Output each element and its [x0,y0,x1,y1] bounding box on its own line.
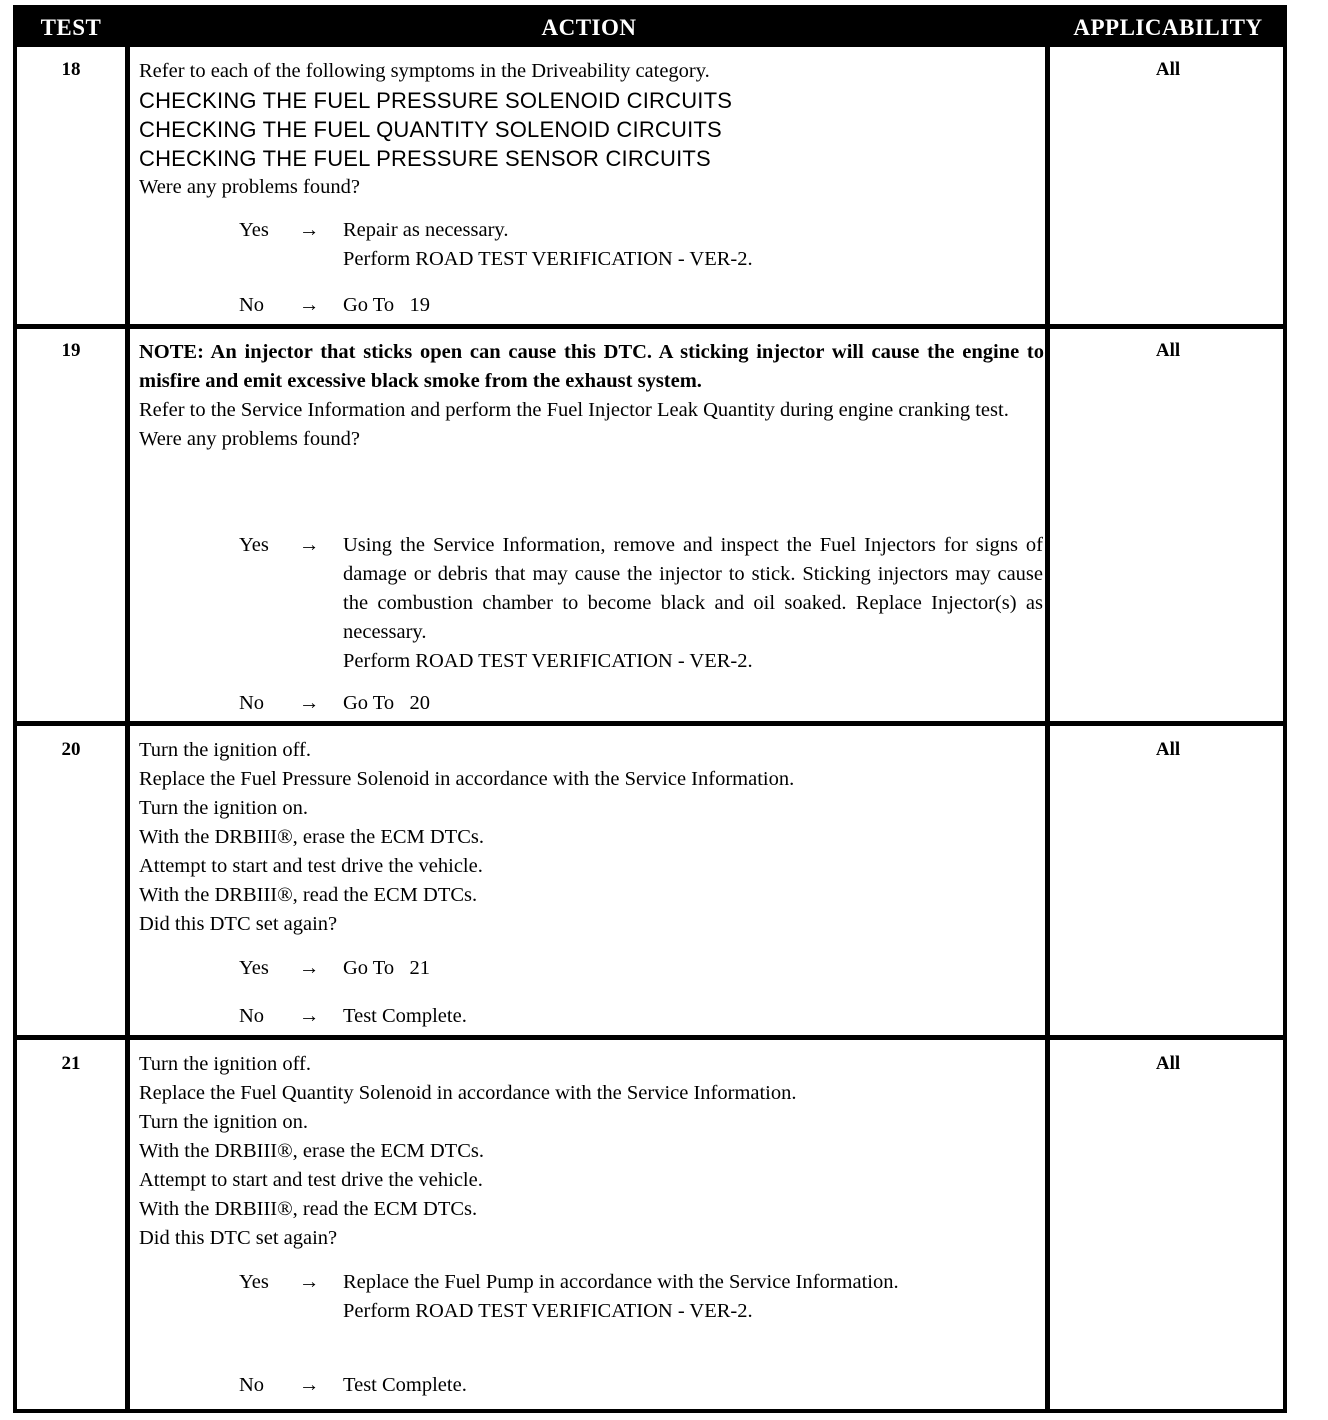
no-result: Test Complete. [343,1005,467,1027]
row-divider [17,721,1283,726]
action-text [139,338,1044,454]
arrow-icon: → [299,1005,320,1027]
action-line: CHECKING THE FUEL QUANTITY SOLENOID CIRCUITS [139,117,722,142]
action-line: Did this DTC set again? [139,913,338,935]
action-paragraph: Refer to the Service Information and perform the Fuel Injector Leak Quantity during engine cranking test. [139,399,1009,421]
applicability-value: All [1155,340,1181,361]
row-divider [17,324,1283,329]
test-number: 19 [61,340,81,361]
yes-result-verify: Perform ROAD TEST VERIFICATION - VER-2. [343,248,753,270]
test-number: 20 [61,739,81,760]
yes-label: Yes [239,957,269,979]
action-text [139,1050,1044,1253]
no-result: Go To 20 [343,692,431,714]
applicability-value: All [1155,59,1181,80]
yes-result-verify: Perform ROAD TEST VERIFICATION - VER-2. [343,650,753,672]
yes-result: Replace the Fuel Pump in accordance with the Service Information. [343,1271,899,1293]
arrow-icon: → [299,957,320,979]
yes-result: Using the Service Information, remove and inspect the Fuel Injectors for signs of damage or debris that may cause the injector to stick. Sticking injectors may cause the combustion chamber to become black and oil soaked. Replace Injector(s) as necessary. [343,534,1043,643]
column-divider [125,9,130,1409]
yes-result-verify: Perform ROAD TEST VERIFICATION - VER-2. [343,1300,753,1322]
arrow-icon: → [299,534,320,556]
header-test: TEST [40,15,102,40]
action-text [139,736,1044,939]
no-result: Go To 19 [343,294,431,316]
no-label: No [239,294,265,316]
test-number: 21 [61,1053,81,1074]
arrow-icon: → [299,692,320,714]
action-line: Attempt to start and test drive the vehicle. [139,855,483,877]
diagnostic-table [13,5,1287,1413]
action-line: With the DRBIII®, read the ECM DTCs. [139,884,478,906]
action-line: Turn the ignition off. [139,739,311,761]
arrow-icon: → [299,1374,320,1396]
yes-label: Yes [239,1271,269,1293]
no-label: No [239,1005,265,1027]
no-label: No [239,1374,265,1396]
action-line: Were any problems found? [139,428,360,450]
header-action: ACTION [541,15,637,40]
action-line: Were any problems found? [139,176,360,198]
action-line: CHECKING THE FUEL PRESSURE SENSOR CIRCUITS [139,146,711,171]
yes-label: Yes [239,219,269,241]
action-line: With the DRBIII®, erase the ECM DTCs. [139,826,484,848]
yes-result: Go To 21 [343,957,431,979]
column-divider [1045,9,1050,1409]
arrow-icon: → [299,294,320,316]
action-line: Turn the ignition off. [139,1053,311,1075]
table-header [17,9,1283,47]
action-line: Turn the ignition on. [139,797,308,819]
yes-result: Repair as necessary. [343,219,509,241]
test-number: 18 [61,59,81,80]
yes-label: Yes [239,534,269,556]
applicability-value: All [1155,739,1181,760]
arrow-icon: → [299,1271,320,1293]
action-line: Replace the Fuel Quantity Solenoid in accordance with the Service Information. [139,1082,797,1104]
action-line: With the DRBIII®, read the ECM DTCs. [139,1198,478,1220]
header-applicability: APPLICABILITY [1073,15,1263,40]
action-line: Attempt to start and test drive the vehicle. [139,1169,483,1191]
applicability-value: All [1155,1053,1181,1074]
action-line: Did this DTC set again? [139,1227,338,1249]
action-line: CHECKING THE FUEL PRESSURE SOLENOID CIRCUITS [139,88,733,113]
action-line: Replace the Fuel Pressure Solenoid in accordance with the Service Information. [139,768,795,790]
action-text [139,57,1044,202]
arrow-icon: → [299,219,320,241]
note-text: NOTE: An injector that sticks open can cause this DTC. A sticking injector will cause the engine to misfire and emit excessive black smoke from the exhaust system. [139,341,1044,392]
action-line: Refer to each of the following symptoms in the Driveability category. [139,60,710,82]
no-result: Test Complete. [343,1374,467,1396]
row-divider [17,1035,1283,1040]
action-line: With the DRBIII®, erase the ECM DTCs. [139,1140,484,1162]
action-line: Turn the ignition on. [139,1111,308,1133]
no-label: No [239,692,265,714]
